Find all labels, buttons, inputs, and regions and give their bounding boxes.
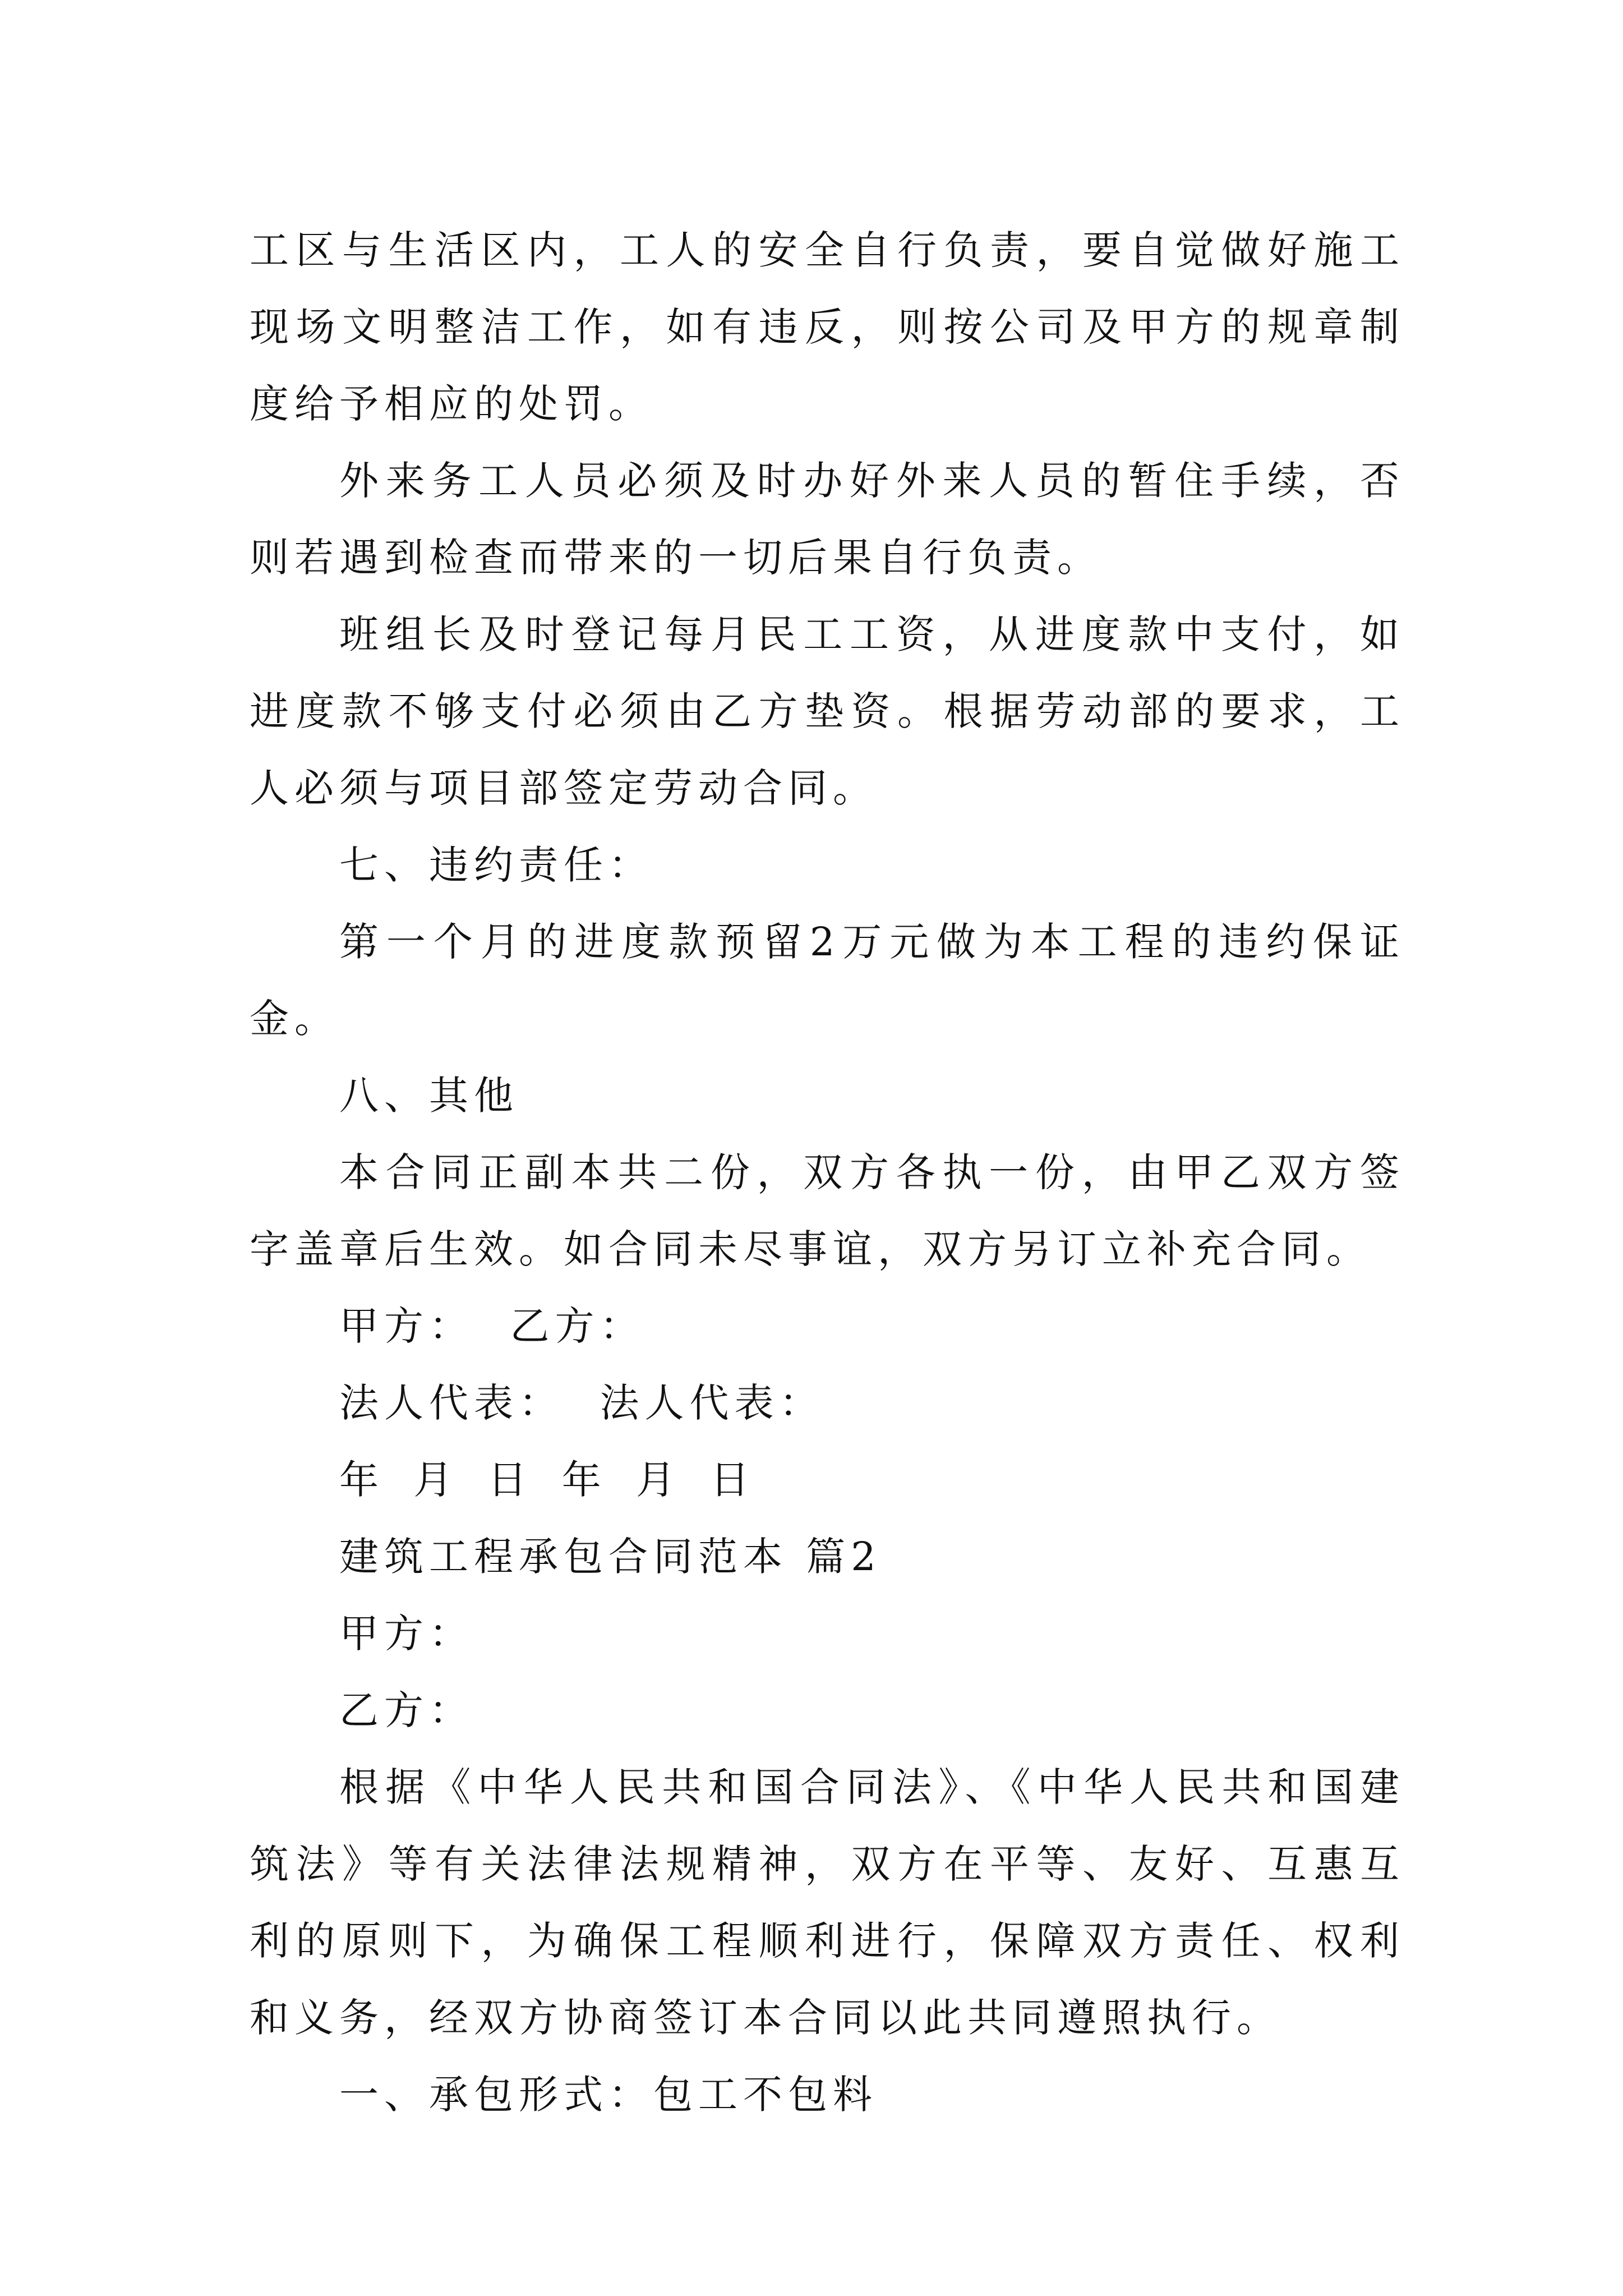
section-heading-contract-form: 一、承包形式：包工不包料 (339, 2072, 878, 2118)
section-heading-other: 八、其他 (339, 1073, 519, 1119)
paragraph-copies: 本合同正副本共二份，双方各执一份，由甲乙双方签字盖章后生效。如合同未尽事谊，双方另订立补充合同。 (250, 1149, 1405, 1272)
party-b-line: 乙方： (339, 1687, 474, 1733)
signature-representatives-line: 法人代表： 法人代表： (339, 1380, 824, 1426)
paragraph-workzone-safety: 工区与生活区内，工人的安全自行负责，要自觉做好施工现场文明整洁工作，如有违反，则按公司及甲方的规章制度给予相应的处罚。 (250, 227, 1405, 427)
paragraph-wages: 班组长及时登记每月民工工资，从进度款中支付，如进度款不够支付必须由乙方垫资。根据劳动部的要求，工人必须与项目部签定劳动合同。 (250, 611, 1405, 811)
paragraph-migrant-workers: 外来务工人员必须及时办好外来人员的暂住手续，否则若遇到检查而带来的一切后果自行负责。 (250, 458, 1405, 581)
paragraph-legal-basis: 根据《中华人民共和国合同法》、《中华人民共和国建筑法》等有关法律法规精神，双方在平等、友好、互惠互利的原则下，为确保工程顺利进行，保障双方责任、权利和义务，经双方协商签订本合同以此共同遵照执行。 (250, 1764, 1405, 2041)
document-title-part2: 建筑工程承包合同范本 篇2 (339, 1534, 882, 1580)
document-body (250, 212, 1405, 2133)
signature-dates-line: 年 月 日 年 月 日 (339, 1457, 755, 1503)
paragraph-deposit: 第一个月的进度款预留2万元做为本工程的违约保证金。 (250, 919, 1405, 1042)
party-a-line: 甲方： (339, 1611, 474, 1657)
signature-parties-line: 甲方： 乙方： (339, 1303, 645, 1349)
section-heading-breach: 七、违约责任： (339, 842, 653, 888)
